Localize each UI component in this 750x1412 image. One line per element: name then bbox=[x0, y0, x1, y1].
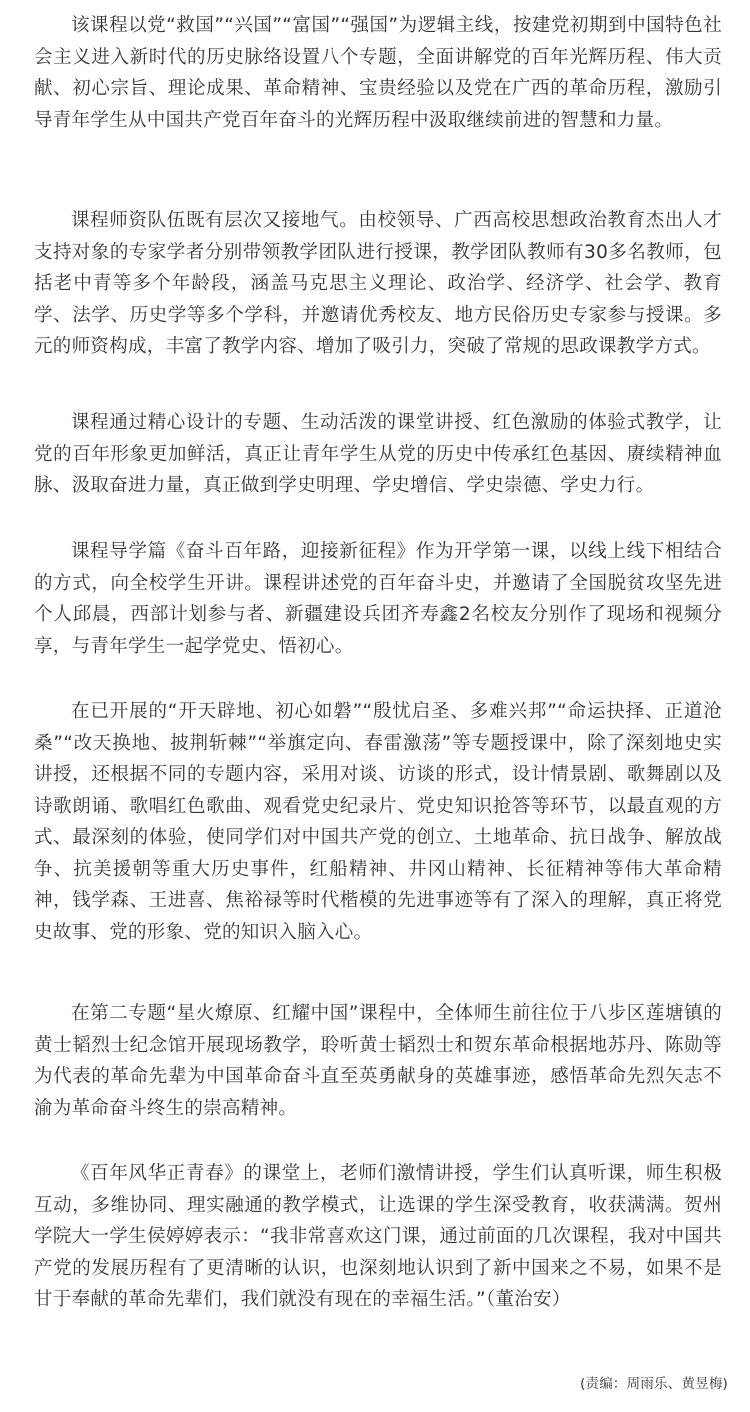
article-body bbox=[34, 10, 722, 1310]
article-paragraph-2: 课程师资队伍既有层次又接地气。由校领导、广西高校思想政治教育杰出人才支持对象的专家学者分别带领教学团队进行授课，教学团队教师有30多名教师，包括老中青等多个年龄段，涵盖马克思主义理论、政治学、经济学、社会学、教育学、法学、历史学等多个学科，并邀请优秀校友、地方民俗历史专家参与授课。多元的师资构成，丰富了教学内容、增加了吸引力，突破了常规的思政课教学方式。 bbox=[34, 210, 722, 357]
article-paragraph-6: 在第二专题“星火燎原、红耀中国”课程中，全体师生前往位于八步区莲塘镇的黄士韬烈士纪念馆开展现场教学，聆听黄士韬烈士和贺东革命根据地苏丹、陈勋等为代表的革命先辈为中国革命奋斗直至英勇献身的英雄事迹，感悟革命先烈矢志不渝为革命奋斗终生的崇高精神。 bbox=[34, 1003, 722, 1119]
article-paragraph-3: 课程通过精心设计的专题、生动活泼的课堂讲授、红色激励的体验式教学，让党的百年形象更加鲜活，真正让青年学生从党的历史中传承红色基因、赓续精神血脉、汲取奋进力量，真正做到学史明理、学史增信、学史崇德、学史力行。 bbox=[34, 412, 722, 496]
article-paragraph-4: 课程导学篇《奋斗百年路，迎接新征程》作为开学第一课，以线上线下相结合的方式，向全校学生开讲。课程讲述党的百年奋斗史，并邀请了全国脱贫攻坚先进个人邱晨，西部计划参与者、新疆建设兵团齐寿鑫2名校友分别作了现场和视频分享，与青年学生一起学党史、悟初心。 bbox=[34, 541, 722, 657]
article-paragraph-5: 在已开展的“开天辟地、初心如磐”“殷忧启圣、多难兴邦”“命运抉择、正道沧桑”“改天换地、披荆斩棘”“举旗定向、春雷激荡”等专题授课中，除了深刻地史实讲授，还根据不同的专题内容，采用对谈、访谈的形式，设计情景剧、歌舞剧以及诗歌朗诵、歌唱红色歌曲、观看党史纪录片、党史知识抢答等环节，以最直观的方式、最深刻的体验，使同学们对中国共产党的创立、土地革命、抗日战争、解放战争、抗美援朝等重大历史事件，红船精神、井冈山精神、长征精神等伟大革命精神，钱学森、王进喜、焦裕禄等时代楷模的先进事迹等有了深入的理解，真正将党史故事、党的形象、党的知识入脑入心。 bbox=[34, 701, 722, 943]
article-paragraph-7: 《百年风华正青春》的课堂上，老师们激情讲授，学生们认真听课，师生积极互动，多维协同、理实融通的教学模式，让选课的学生深受教育，收获满满。贺州学院大一学生侯婷婷表示：“我非常喜欢这门课，通过前面的几次课程，我对中国共产党的发展历程有了更清晰的认识，也深刻地认识到了新中国来之不易，如果不是甘于奉献的革命先辈们，我们就没有现在的幸福生活。”（董治安） bbox=[34, 1163, 722, 1310]
article-paragraph-1: 该课程以党“救国”“兴国”“富国”“强国”为逻辑主线，按建党初期到中国特色社会主义进入新时代的历史脉络设置八个专题，全面讲解党的百年光辉历程、伟大贡献、初心宗旨、理论成果、革命精神、宝贵经验以及党在广西的革命历程，激励引导青年学生从中国共产党百年奋斗的光辉历程中汲取继续前进的智慧和力量。 bbox=[34, 15, 722, 131]
editor-credit: (责编：周雨乐、黄昱梅) bbox=[580, 1376, 728, 1392]
